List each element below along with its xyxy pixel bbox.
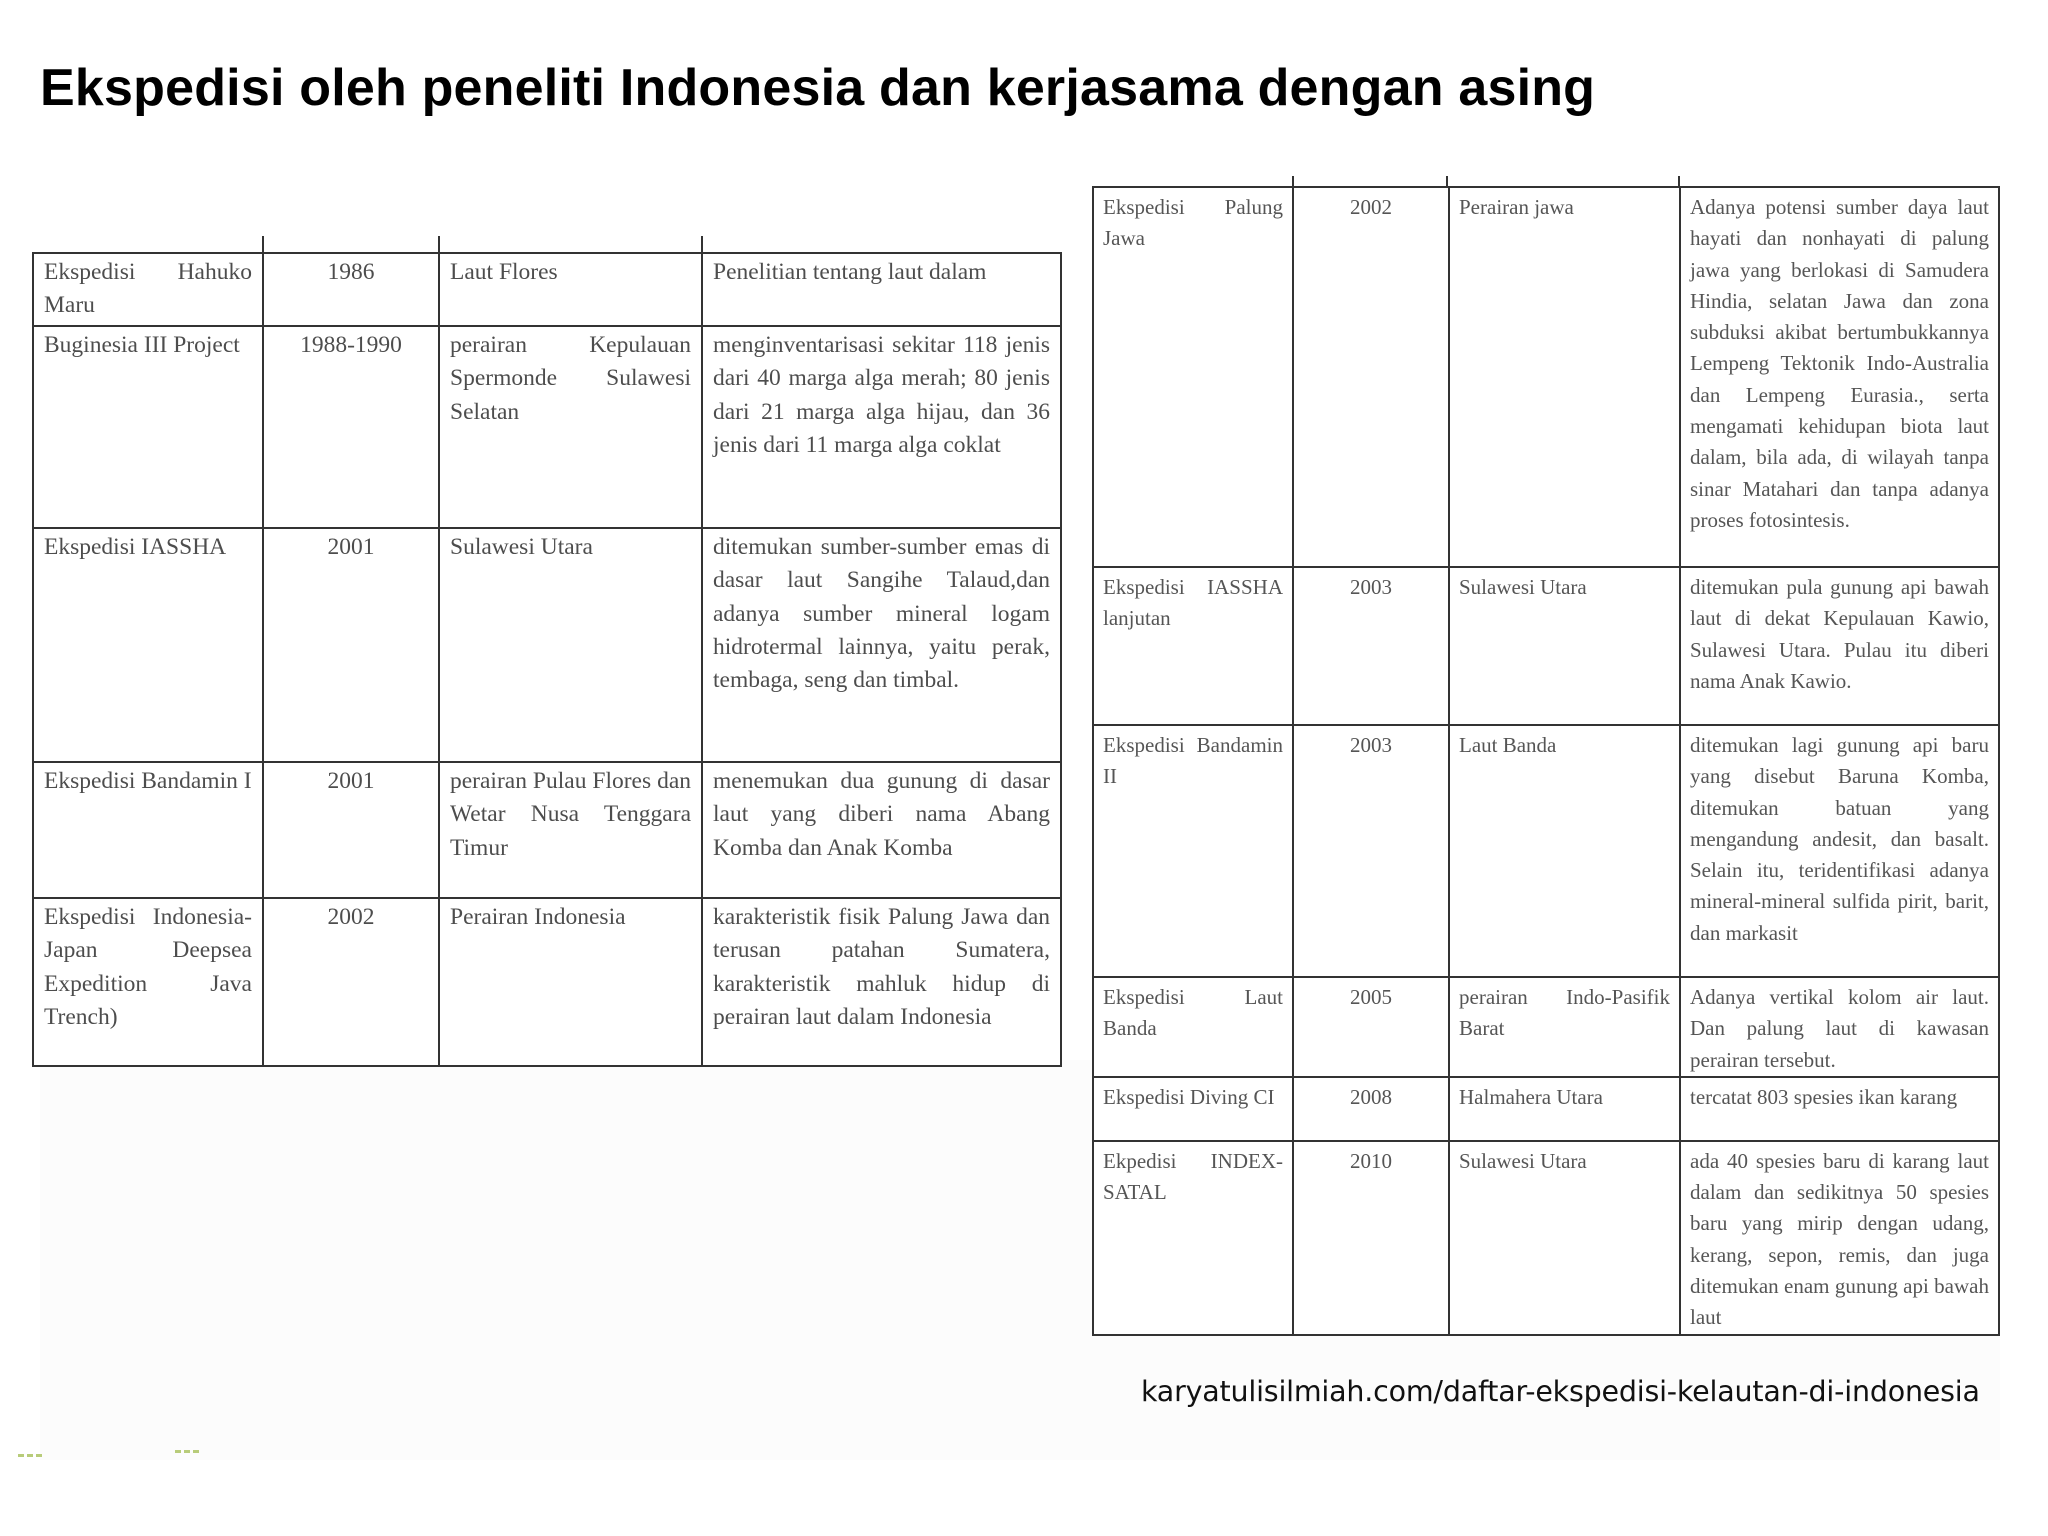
expedition-location: Laut Flores bbox=[439, 253, 702, 326]
expedition-year: 1988-1990 bbox=[263, 326, 439, 528]
expedition-location: Laut Banda bbox=[1449, 725, 1680, 977]
expedition-year: 2003 bbox=[1293, 725, 1449, 977]
table-row bbox=[33, 898, 1061, 1066]
source-link[interactable]: karyatulisilmiah.com/daftar-ekspedisi-kelautan-di-indonesia bbox=[1141, 1375, 1980, 1408]
footer-decoration bbox=[18, 1454, 42, 1460]
expedition-location: Sulawesi Utara bbox=[439, 528, 702, 762]
expedition-location: Sulawesi Utara bbox=[1449, 567, 1680, 725]
expedition-name: Buginesia III Project bbox=[33, 326, 263, 528]
expedition-location: Perairan Indonesia bbox=[439, 898, 702, 1066]
table-row bbox=[1093, 977, 1999, 1077]
expedition-name: Ekspedisi Bandamin I bbox=[33, 762, 263, 898]
expedition-location: perairan Indo-Pasifik Barat bbox=[1449, 977, 1680, 1077]
expedition-result: ada 40 spesies baru di karang laut dalam dan sedikitnya 50 spesies baru yang mirip dengan udang, kerang, sepon, remis, dan juga ditemukan enam gunung api bawah laut bbox=[1680, 1141, 1999, 1335]
expedition-year: 2002 bbox=[263, 898, 439, 1066]
table-row bbox=[1093, 187, 1999, 567]
expedition-result: ditemukan pula gunung api bawah laut di dekat Kepulauan Kawio, Sulawesi Utara. Pulau itu diberi nama Anak Kawio. bbox=[1680, 567, 1999, 725]
expedition-name: Ekspedisi IASSHA bbox=[33, 528, 263, 762]
footer-decoration bbox=[175, 1450, 199, 1456]
expedition-year: 2003 bbox=[1293, 567, 1449, 725]
expedition-result: ditemukan sumber-sumber emas di dasar laut Sangihe Talaud,dan adanya sumber mineral logam hidrotermal lainnya, yaitu perak, tembaga, seng dan timbal. bbox=[702, 528, 1061, 762]
page-title: Ekspedisi oleh peneliti Indonesia dan kerjasama dengan asing bbox=[40, 59, 1596, 117]
table-row bbox=[1093, 1141, 1999, 1335]
expedition-result: ditemukan lagi gunung api baru yang disebut Baruna Komba, ditemukan batuan yang mengandung andesit, dan basalt. Selain itu, teridentifikasi adanya mineral-mineral sulfida pirit, barit, dan markasit bbox=[1680, 725, 1999, 977]
expedition-result: karakteristik fisik Palung Jawa dan terusan patahan Sumatera, karakteristik mahluk hidup di perairan laut dalam Indonesia bbox=[702, 898, 1061, 1066]
table-row bbox=[33, 253, 1061, 326]
expedition-year: 2001 bbox=[263, 762, 439, 898]
expedition-result: Penelitian tentang laut dalam bbox=[702, 253, 1061, 326]
expedition-result: menemukan dua gunung di dasar laut yang diberi nama Abang Komba dan Anak Komba bbox=[702, 762, 1061, 898]
expedition-location: Halmahera Utara bbox=[1449, 1077, 1680, 1141]
expedition-result: menginventarisasi sekitar 118 jenis dari 40 marga alga merah; 80 jenis dari 21 marga alga hijau, dan 36 jenis dari 11 marga alga coklat bbox=[702, 326, 1061, 528]
expedition-year: 2005 bbox=[1293, 977, 1449, 1077]
expedition-location: perairan Pulau Flores dan Wetar Nusa Tenggara Timur bbox=[439, 762, 702, 898]
expedition-location: Sulawesi Utara bbox=[1449, 1141, 1680, 1335]
expedition-name: Ekspedisi Bandamin II bbox=[1093, 725, 1293, 977]
expedition-result: Adanya vertikal kolom air laut. Dan palung laut di kawasan perairan tersebut. bbox=[1680, 977, 1999, 1077]
table-row bbox=[33, 326, 1061, 528]
table-row bbox=[33, 528, 1061, 762]
table-row bbox=[1093, 567, 1999, 725]
expedition-year: 2008 bbox=[1293, 1077, 1449, 1141]
expedition-location: Perairan jawa bbox=[1449, 187, 1680, 567]
expedition-result: tercatat 803 spesies ikan karang bbox=[1680, 1077, 1999, 1141]
expedition-name: Ekspedisi Laut Banda bbox=[1093, 977, 1293, 1077]
expedition-table-right bbox=[1092, 186, 2000, 1336]
expedition-name: Ekspedisi Diving CI bbox=[1093, 1077, 1293, 1141]
expedition-name: Ekspedisi Hahuko Maru bbox=[33, 253, 263, 326]
expedition-year: 2002 bbox=[1293, 187, 1449, 567]
expedition-year: 2001 bbox=[263, 528, 439, 762]
table-row bbox=[1093, 725, 1999, 977]
expedition-name: Ekspedisi Indonesia-Japan Deepsea Expedition Java Trench) bbox=[33, 898, 263, 1066]
expedition-location: perairan Kepulauan Spermonde Sulawesi Selatan bbox=[439, 326, 702, 528]
expedition-year: 1986 bbox=[263, 253, 439, 326]
expedition-name: Ekspedisi Palung Jawa bbox=[1093, 187, 1293, 567]
expedition-table-left bbox=[32, 252, 1062, 1067]
table-row bbox=[33, 762, 1061, 898]
expedition-name: Ekspedisi IASSHA lanjutan bbox=[1093, 567, 1293, 725]
expedition-year: 2010 bbox=[1293, 1141, 1449, 1335]
expedition-result: Adanya potensi sumber daya laut hayati dan nonhayati di palung jawa yang berlokasi di Samudera Hindia, selatan Jawa dan zona subduksi akibat bertumbukkannya Lempeng Tektonik Indo-Australia dan Lempeng Eurasia., serta mengamati kehidupan biota laut dalam, bila ada, di wilayah tanpa sinar Matahari dan tanpa adanya proses fotosintesis. bbox=[1680, 187, 1999, 567]
table-row bbox=[1093, 1077, 1999, 1141]
expedition-name: Ekpedisi INDEX-SATAL bbox=[1093, 1141, 1293, 1335]
